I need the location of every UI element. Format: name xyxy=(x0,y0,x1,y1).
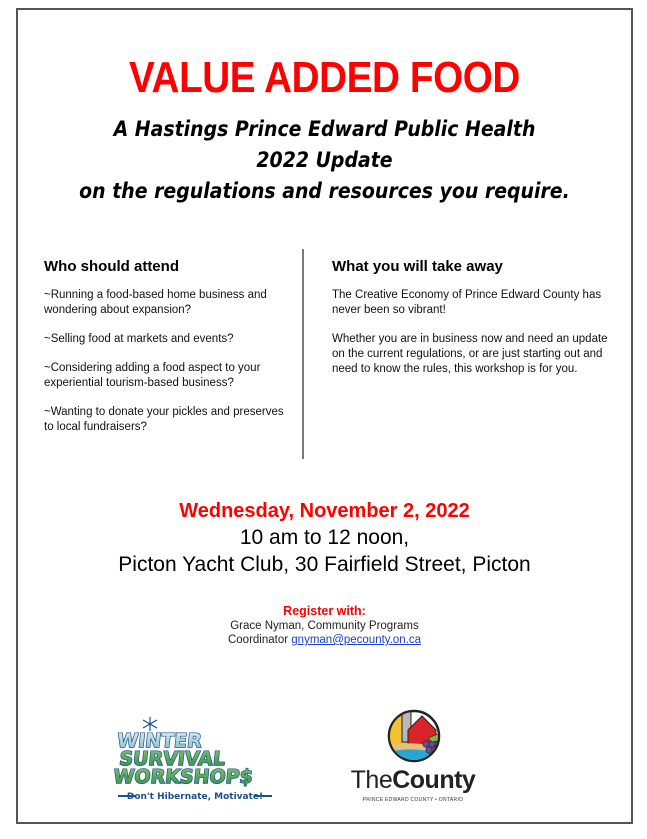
contact-title: Coordinator xyxy=(227,634,292,646)
register-label: Register with: xyxy=(283,604,366,618)
the-county-logo xyxy=(338,700,488,810)
attendee-item: ~Wanting to donate your pickles and preserves to local fundraisers? xyxy=(44,406,284,433)
svg-text:WINTER: WINTER xyxy=(116,730,203,752)
event-location: Picton Yacht Club, 30 Fairfield Street, Picton xyxy=(118,553,531,576)
subtitle-line-1: A Hastings Prince Edward Public Health xyxy=(113,117,536,141)
county-emblem-icon xyxy=(338,700,488,766)
subtitle-line-3: on the regulations and resources you require. xyxy=(79,179,570,203)
registration-info xyxy=(18,604,631,647)
attendee-item: ~Considering adding a food aspect to your experiential tourism-based business? xyxy=(44,362,261,389)
event-date: Wednesday, November 2, 2022 xyxy=(179,500,470,522)
email-link[interactable]: gnyman@pecounty.on.ca xyxy=(291,634,422,646)
winter-survival-logo-graphic xyxy=(110,715,280,805)
who-should-attend-section xyxy=(44,258,294,449)
contact-line-2 xyxy=(18,633,631,647)
attendee-item: ~Running a food-based home business and wondering about expansion? xyxy=(44,289,267,316)
contact-name: Grace Nyman, Community Programs xyxy=(230,620,419,632)
flyer-subtitle xyxy=(49,114,601,207)
flyer-title: VALUE ADDED FOOD xyxy=(129,53,520,102)
flyer-page xyxy=(16,8,633,824)
county-tagline: PRINCE EDWARD COUNTY • ONTARIO xyxy=(362,797,464,803)
svg-text:WORKSHOP$: WORKSHOP$ xyxy=(112,766,254,788)
take-away-paragraph: Whether you are in business now and need an update on the current regulations, or are just starting out and need to know the rules, this workshop is for you. xyxy=(332,333,608,375)
attendee-item: ~Selling food at markets and events? xyxy=(44,333,234,345)
svg-text:SURVIVAL: SURVIVAL xyxy=(118,748,227,770)
event-time: 10 am to 12 noon, xyxy=(239,526,410,549)
subtitle-line-2: 2022 Update xyxy=(256,148,393,172)
winter-survival-workshops-logo xyxy=(110,715,280,805)
who-should-attend-heading: Who should attend xyxy=(44,258,179,275)
event-details xyxy=(18,498,631,578)
column-divider xyxy=(302,249,304,459)
svg-text:Don't Hibernate, Motivate!: Don't Hibernate, Motivate! xyxy=(126,792,264,802)
snowflake-icon xyxy=(143,717,157,731)
take-away-heading: What you will take away xyxy=(332,258,503,275)
take-away-paragraph: The Creative Economy of Prince Edward County has never been so vibrant! xyxy=(332,289,602,316)
take-away-section xyxy=(332,258,612,391)
county-wordmark: TheCounty xyxy=(350,766,476,794)
